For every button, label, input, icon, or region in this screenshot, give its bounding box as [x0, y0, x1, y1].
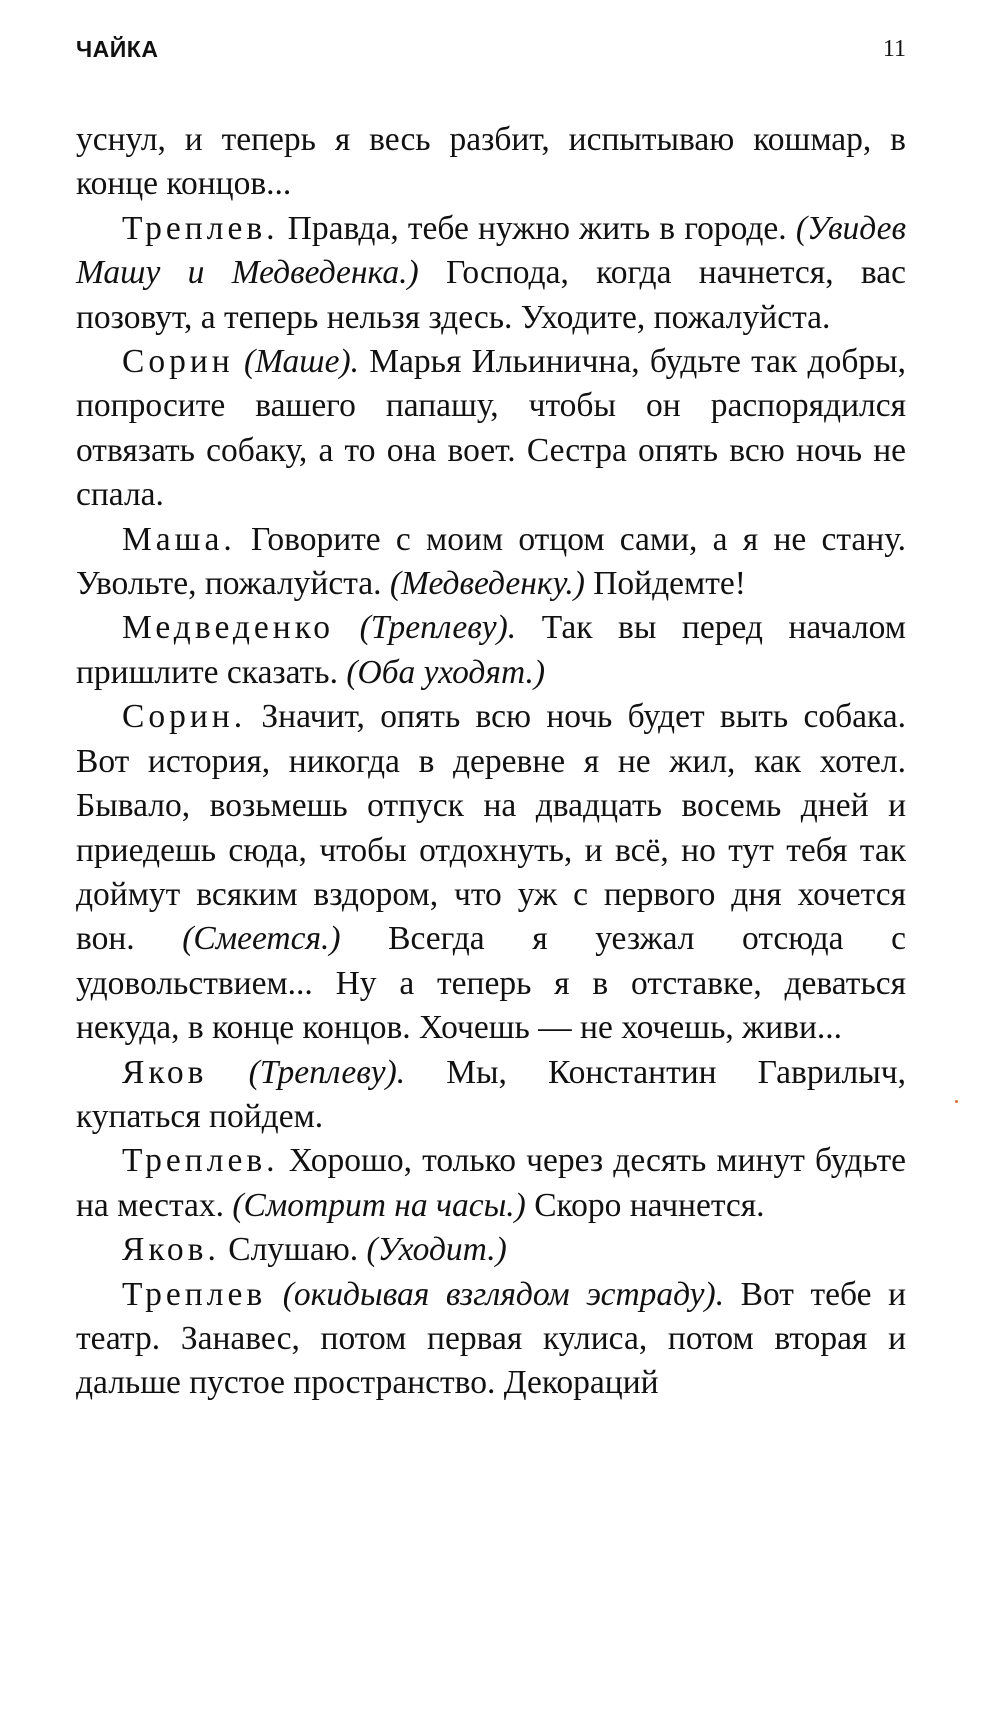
stage-direction: (Треплеву).: [248, 1053, 406, 1091]
stage-direction: (Треплеву).: [359, 609, 517, 647]
paragraph: [76, 1139, 906, 1228]
speaker-name: Сорин: [122, 343, 234, 381]
play-text: [76, 118, 906, 1406]
dialogue-text: Так вы перед началом пришлите сказать.: [76, 609, 906, 691]
stage-direction: (Смотрит на часы.): [232, 1186, 526, 1224]
print-speck: [955, 1100, 958, 1103]
running-title: ЧАЙКА: [76, 36, 159, 62]
paragraph: [76, 1273, 906, 1406]
dialogue-text: Всегда я уезжал отсюда с удовольствием... Ну а теперь я в отставке, деваться некуда, в конце концов. Хочешь — не хочешь, живи...: [76, 920, 906, 1047]
speaker-name: Медведенко: [122, 609, 335, 647]
dialogue-text: [334, 609, 360, 646]
paragraph: [76, 207, 906, 340]
dialogue-text: Правда, тебе нужно жить в городе.: [278, 209, 796, 247]
speaker-name: Сорин.: [122, 698, 247, 736]
paragraph: [76, 1228, 906, 1272]
dialogue-text: Марья Ильинична, будьте так добры, попросите вашего папашу, чтобы он распорядился отвязать собаку, а то она воет. Сестра опять всю ночь не спала.: [76, 343, 907, 514]
stage-direction: (Оба уходят.): [346, 653, 546, 691]
paragraph: [76, 518, 906, 607]
stage-direction: (Смеется.): [182, 920, 341, 958]
speaker-name: Треплев.: [122, 209, 279, 247]
paragraph: [76, 695, 906, 1050]
dialogue-text: Господа, когда начнется, вас позовут, а теперь нельзя здесь. Уходите, пожалуйста.: [76, 254, 906, 336]
paragraph: [76, 118, 906, 207]
paragraph: [76, 1051, 906, 1140]
speaker-name: Маша.: [122, 520, 236, 558]
dialogue-text: Скоро начнется.: [525, 1186, 765, 1224]
stage-direction: (Увидев Машу и Медведенка.): [76, 209, 906, 292]
stage-direction: (окидывая взглядом эстраду).: [282, 1275, 725, 1313]
dialogue-text: [208, 1054, 249, 1091]
paragraph: [76, 606, 906, 695]
speaker-name: Яков.: [122, 1231, 220, 1269]
stage-direction: (Маше).: [243, 343, 359, 381]
speaker-name: Яков: [122, 1053, 208, 1091]
dialogue-text: Говорите с моим отцом сами, а я не стану. Увольте, пожалуйста.: [76, 520, 906, 603]
running-head: [76, 30, 906, 70]
paragraph: [76, 340, 906, 518]
stage-direction: (Уходит.): [366, 1231, 507, 1269]
dialogue-text: [266, 1276, 283, 1313]
dialogue-text: уснул, и теперь я весь разбит, испытываю кошмар, в конце концов...: [76, 121, 906, 203]
page-number: 11: [882, 36, 906, 62]
stage-direction: (Медведенку.): [389, 565, 585, 603]
dialogue-text: Мы, Константин Гаврилыч, купаться пойдем.: [76, 1053, 906, 1135]
speaker-name: Треплев: [122, 1275, 267, 1313]
dialogue-text: [234, 343, 244, 380]
dialogue-text: Хорошо, только через десять минут будьте на местах.: [76, 1142, 906, 1224]
dialogue-text: Вот тебе и театр. Занавес, потом первая кулиса, потом вторая и дальше пустое пространство. Декораций: [76, 1275, 907, 1402]
dialogue-text: Пойдемте!: [584, 565, 746, 603]
dialogue-text: Слушаю.: [219, 1231, 367, 1269]
speaker-name: Треплев.: [122, 1142, 279, 1180]
dialogue-text: Значит, опять всю ночь будет выть собака. Вот история, никогда в деревне я не жил, как хотел. Бывало, возьмешь отпуск на двадцать восемь дней и приедешь сюда, чтобы отдохнуть, и всё, но тут тебя так доймут всяким вздором, что уж с первого дня хочется вон.: [76, 698, 906, 958]
